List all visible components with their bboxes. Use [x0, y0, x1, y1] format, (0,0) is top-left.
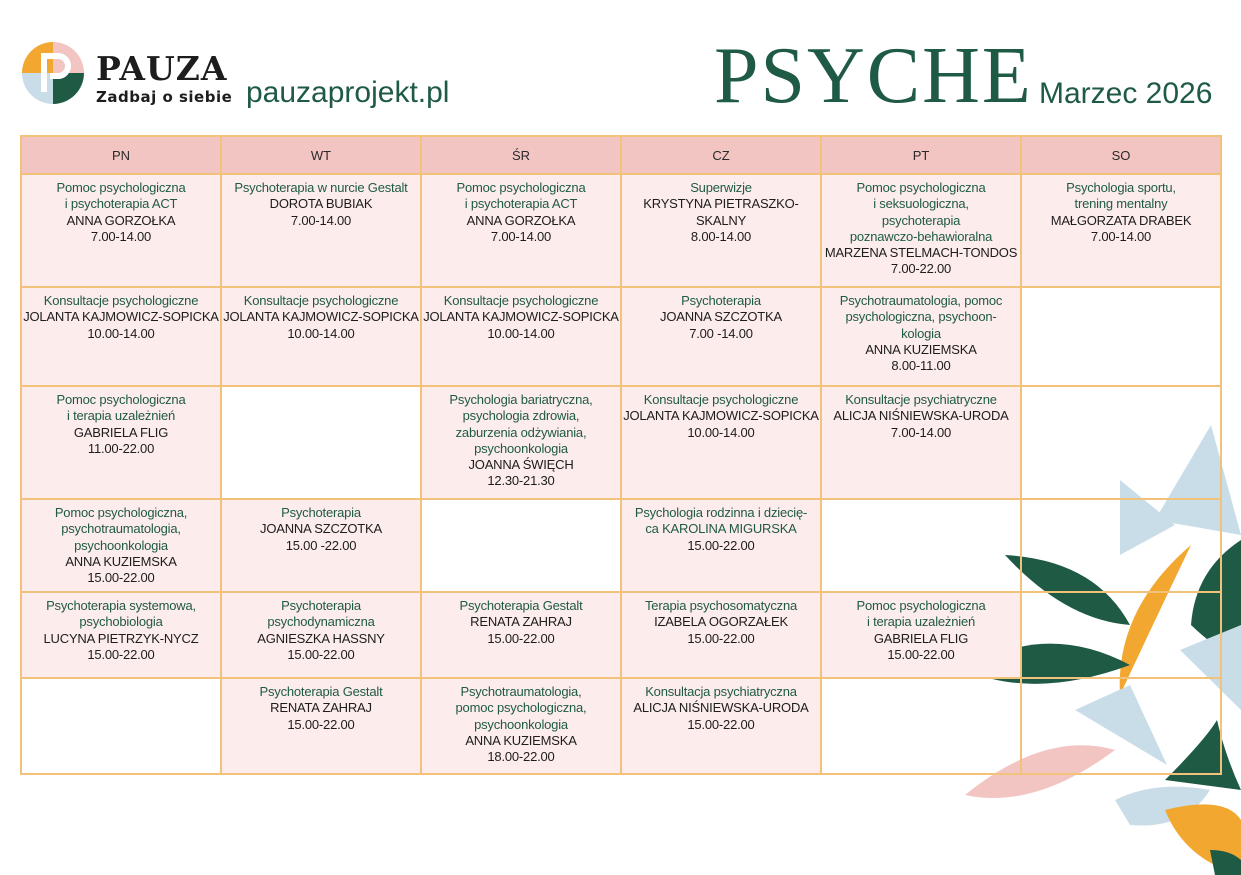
schedule-row: [21, 499, 1221, 592]
therapist-name: MAŁGORZATA DRABEK: [1050, 212, 1192, 228]
hours: 8.00-11.00: [891, 358, 951, 374]
therapist-name: IZABELA OGORZAŁEK: [654, 614, 788, 630]
appointment-slot: [621, 678, 821, 774]
therapist-name: JOANNA SZCZOTKA: [260, 521, 382, 537]
service-title: Psychologia bariatryczna,: [449, 392, 593, 407]
service-title: psychoterapia: [881, 212, 961, 228]
service-title: Psychoterapia Gestalt: [259, 684, 383, 699]
service-title: i seksuologiczna,: [873, 196, 969, 212]
slot-content: [1022, 175, 1220, 245]
hours: 11.00-22.00: [87, 440, 155, 456]
schedule-row: [21, 386, 1221, 499]
brand: [96, 49, 233, 106]
schedule-row: [21, 287, 1221, 386]
day-header: WT: [221, 136, 421, 174]
service-title: psychobiologia: [79, 614, 163, 630]
appointment-slot: [821, 287, 1021, 386]
service-title: pomoc psychologiczna,: [455, 700, 587, 716]
slot-content: [622, 500, 820, 554]
schedule-table: [20, 135, 1222, 775]
month-label: Marzec 2026: [1039, 77, 1213, 110]
hours: 10.00-14.00: [687, 424, 755, 440]
appointment-slot: [621, 592, 821, 678]
therapist-name: JOANNA ŚWIĘCH: [468, 457, 574, 473]
day-header-row: [21, 136, 1221, 174]
hours: 15.00-22.00: [687, 716, 755, 732]
therapist-name: AGNIESZKA HASSNY: [257, 630, 385, 646]
empty-slot: [1021, 678, 1221, 774]
appointment-slot: [421, 386, 621, 499]
slot-content: [222, 175, 420, 229]
appointment-slot: [21, 386, 221, 499]
day-header: PN: [21, 136, 221, 174]
slot-content: [822, 593, 1020, 663]
therapist-name: JOANNA SZCZOTKA: [660, 309, 782, 325]
appointment-slot: [221, 174, 421, 287]
therapist-name: ANNA KUZIEMSKA: [865, 341, 977, 357]
hours: 7.00-14.00: [1090, 228, 1152, 244]
slot-content: [22, 593, 220, 663]
service-title: i psychoterapia ACT: [464, 196, 578, 212]
hours: 7.00-22.00: [890, 261, 952, 277]
therapist-name: RENATA ZAHRAJ: [470, 614, 572, 630]
slot-content: [222, 288, 420, 342]
service-title: poznawczo-behawioralna: [849, 228, 993, 244]
slot-content: [622, 288, 820, 342]
service-title: Pomoc psychologiczna: [856, 180, 986, 195]
service-title: Psychoterapia: [681, 293, 761, 308]
appointment-slot: [621, 386, 821, 499]
hours: 15.00 -22.00: [285, 537, 357, 553]
slot-content: [22, 500, 220, 586]
service-title: Konsultacje psychologiczne: [243, 293, 399, 308]
service-title: Pomoc psychologiczna: [856, 598, 986, 613]
service-title: psychoonkologia: [474, 716, 568, 732]
service-title: kologia: [901, 325, 941, 341]
appointment-slot: [421, 678, 621, 774]
slot-content: [222, 500, 420, 554]
schedule-row: [21, 174, 1221, 287]
empty-slot: [421, 499, 621, 592]
appointment-slot: [221, 592, 421, 678]
hours: 10.00-14.00: [87, 325, 155, 341]
day-header: PT: [821, 136, 1021, 174]
service-title: Psychoterapia Gestalt: [459, 598, 583, 613]
service-title: Psychoterapia: [281, 598, 361, 613]
schedule-row: [21, 592, 1221, 678]
service-title: Konsultacje psychiatryczne: [845, 392, 997, 407]
appointment-slot: [221, 499, 421, 592]
appointment-slot: [421, 287, 621, 386]
hours: 7.00-14.00: [90, 228, 152, 244]
service-title: i terapia uzależnień: [66, 408, 176, 424]
day-header: SO: [1021, 136, 1221, 174]
slot-content: [622, 175, 820, 245]
hours: 15.00-22.00: [287, 646, 355, 662]
service-title: psychologia zdrowia,: [462, 408, 580, 424]
hours: 10.00-14.00: [487, 325, 555, 341]
slot-content: [422, 387, 620, 490]
hours: 8.00-14.00: [690, 228, 752, 244]
hours: 15.00-22.00: [887, 646, 955, 662]
service-title: Konsultacje psychologiczne: [43, 293, 199, 308]
slot-content: [22, 387, 220, 457]
hours: 15.00-22.00: [487, 630, 555, 646]
therapist-name: ANNA KUZIEMSKA: [65, 553, 177, 569]
service-title: i terapia uzależnień: [866, 614, 976, 630]
slot-content: [222, 593, 420, 663]
service-title: zaburzenia odżywiania,: [455, 424, 587, 440]
empty-slot: [1021, 499, 1221, 592]
appointment-slot: [621, 287, 821, 386]
therapist-name: ANNA GORZOŁKA: [466, 212, 576, 228]
brand-tagline: Zadbaj o siebie: [96, 88, 233, 106]
slot-content: [422, 679, 620, 765]
therapist-name: MARZENA STELMACH-TONDOS: [824, 245, 1018, 261]
therapist-name: JOLANTA KAJMOWICZ-SOPICKA: [423, 309, 619, 325]
therapist-name: JOLANTA KAJMOWICZ-SOPICKA: [223, 309, 419, 325]
service-title: Konsultacje psychologiczne: [643, 392, 799, 407]
appointment-slot: [821, 592, 1021, 678]
therapist-name: KRYSTYNA PIETRASZKO-SKALNY: [643, 196, 799, 228]
slot-content: [822, 175, 1020, 278]
empty-slot: [21, 678, 221, 774]
appointment-slot: [421, 592, 621, 678]
hours: 12.30-21.30: [487, 473, 555, 489]
service-title: Pomoc psychologiczna: [456, 180, 586, 195]
website-link[interactable]: pauzaprojekt.pl: [246, 76, 450, 109]
hours: 15.00-22.00: [287, 716, 355, 732]
slot-content: [822, 387, 1020, 441]
hours: 7.00 -14.00: [689, 325, 753, 341]
hours: 15.00-22.00: [687, 537, 755, 553]
empty-slot: [1021, 287, 1221, 386]
schedule-row: [21, 678, 1221, 774]
slot-content: [822, 288, 1020, 374]
service-title: Psychotraumatologia, pomoc: [839, 293, 1003, 308]
page-title: PSYCHE: [714, 32, 1033, 120]
hours: 15.00-22.00: [687, 630, 755, 646]
service-title: Psychologia rodzinna i dziecię-: [634, 505, 808, 520]
service-title: Terapia psychosomatyczna: [645, 598, 797, 613]
therapist-name: ANNA GORZOŁKA: [66, 212, 176, 228]
appointment-slot: [621, 499, 821, 592]
appointment-slot: [621, 174, 821, 287]
slot-content: [622, 387, 820, 441]
service-title: Psychotraumatologia,: [460, 684, 582, 699]
service-title: Psychoterapia systemowa,: [46, 598, 196, 613]
hours: 18.00-22.00: [487, 749, 555, 765]
service-title: psychodynamiczna: [267, 614, 375, 630]
appointment-slot: [221, 678, 421, 774]
service-title: Pomoc psychologiczna,: [54, 505, 188, 520]
therapist-name: DOROTA BUBIAK: [269, 196, 373, 212]
empty-slot: [1021, 592, 1221, 678]
service-title: psychoonkologia: [474, 440, 568, 456]
therapist-name: ALICJA NIŚNIEWSKA-URODA: [833, 408, 1009, 424]
service-title: psychologiczna, psychoon-: [845, 309, 997, 325]
therapist-name: GABRIELA FLIG: [73, 424, 169, 440]
therapist-name: RENATA ZAHRAJ: [270, 700, 372, 716]
appointment-slot: [1021, 174, 1221, 287]
service-title: Konsultacje psychologiczne: [443, 293, 599, 308]
day-header: CZ: [621, 136, 821, 174]
therapist-name: ALICJA NIŚNIEWSKA-URODA: [633, 700, 809, 716]
therapist-name: ANNA KUZIEMSKA: [465, 732, 577, 748]
service-title: Psychoterapia w nurcie Gestalt: [234, 180, 408, 195]
empty-slot: [821, 499, 1021, 592]
empty-slot: [221, 386, 421, 499]
slot-content: [422, 288, 620, 342]
therapist-name: GABRIELA FLIG: [873, 630, 969, 646]
hours: 15.00-22.00: [87, 646, 155, 662]
service-title: psychoonkologia: [74, 537, 168, 553]
appointment-slot: [221, 287, 421, 386]
empty-slot: [1021, 386, 1221, 499]
pauza-logo-icon: [20, 40, 86, 106]
appointment-slot: [21, 592, 221, 678]
slot-content: [222, 679, 420, 733]
hours: 7.00-14.00: [290, 212, 352, 228]
service-title: Psychologia sportu,: [1066, 180, 1176, 195]
service-title: Pomoc psychologiczna: [56, 392, 186, 407]
appointment-slot: [21, 287, 221, 386]
hours: 10.00-14.00: [287, 325, 355, 341]
slot-content: [422, 593, 620, 647]
therapist-name: JOLANTA KAJMOWICZ-SOPICKA: [623, 408, 819, 424]
service-title: Konsultacja psychiatryczna: [645, 684, 797, 699]
appointment-slot: [821, 174, 1021, 287]
slot-content: [422, 175, 620, 245]
empty-slot: [821, 678, 1021, 774]
service-title: Superwizje: [690, 180, 752, 195]
service-title: Pomoc psychologiczna: [56, 180, 186, 195]
slot-content: [22, 288, 220, 342]
slot-content: [622, 593, 820, 647]
appointment-slot: [21, 499, 221, 592]
service-title: trening mentalny: [1074, 196, 1168, 212]
appointment-slot: [21, 174, 221, 287]
hours: 7.00-14.00: [890, 424, 952, 440]
therapist-name: LUCYNA PIETRZYK-NYCZ: [43, 630, 199, 646]
therapist-name: JOLANTA KAJMOWICZ-SOPICKA: [23, 309, 219, 325]
service-title: i psychoterapia ACT: [64, 196, 178, 212]
appointment-slot: [421, 174, 621, 287]
service-title: ca KAROLINA MIGURSKA: [645, 521, 797, 537]
appointment-slot: [821, 386, 1021, 499]
hours: 7.00-14.00: [490, 228, 552, 244]
slot-content: [622, 679, 820, 733]
service-title: psychotraumatologia,: [61, 521, 181, 537]
hours: 15.00-22.00: [87, 570, 155, 586]
brand-name: PAUZA: [96, 49, 228, 88]
day-header: ŚR: [421, 136, 621, 174]
service-title: Psychoterapia: [281, 505, 361, 520]
slot-content: [22, 175, 220, 245]
